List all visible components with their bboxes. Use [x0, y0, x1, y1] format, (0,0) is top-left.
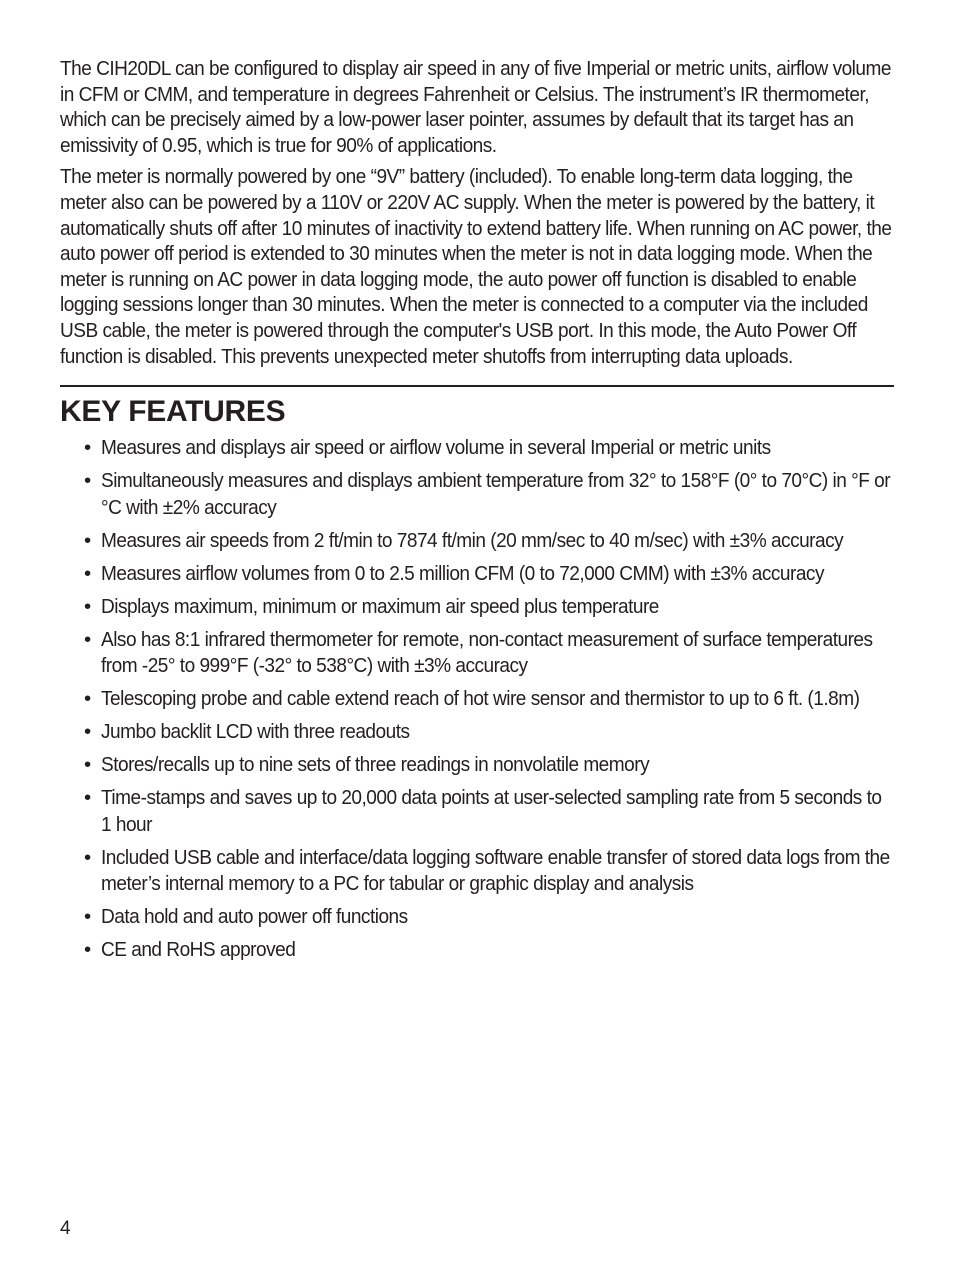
- manual-page: [60, 56, 894, 970]
- bullet-icon: •: [84, 905, 91, 929]
- bullet-icon: •: [84, 687, 91, 711]
- list-item: [60, 528, 894, 555]
- list-item-text: Measures and displays air speed or airflow volume in several Imperial or metric units: [101, 436, 771, 460]
- bullet-icon: •: [84, 720, 91, 744]
- list-item-text: Data hold and auto power off functions: [101, 905, 408, 929]
- list-item-text: Included USB cable and interface/data logging software enable transfer of stored data logs from the meter’s internal memory to a PC for tabular or graphic display and analysis: [101, 845, 890, 896]
- bullet-icon: •: [84, 469, 91, 493]
- section-heading: KEY FEATURES: [60, 395, 286, 429]
- bullet-icon: •: [84, 753, 91, 777]
- bullet-icon: •: [84, 845, 91, 869]
- list-item-text: Measures air speeds from 2 ft/min to 7874 ft/min (20 mm/sec to 40 m/sec) with ±3% accuracy: [101, 528, 844, 552]
- list-item-text: Simultaneously measures and displays ambient temperature from 32° to 158°F (0° to 70°C) in °F or °C with ±2% accuracy: [101, 469, 891, 519]
- list-item: [60, 627, 894, 680]
- page-number: 4: [60, 1218, 71, 1239]
- list-item: [60, 719, 894, 746]
- bullet-icon: •: [84, 528, 91, 552]
- list-item: [60, 752, 894, 779]
- list-item-text: Telescoping probe and cable extend reach of hot wire sensor and thermistor to up to 6 ft. (1.8m): [101, 687, 860, 711]
- list-item-text: CE and RoHS approved: [101, 938, 296, 962]
- bullet-icon: •: [84, 627, 91, 651]
- section-divider: [60, 385, 894, 387]
- bullet-icon: •: [84, 786, 91, 810]
- list-item-text: Displays maximum, minimum or maximum air speed plus temperature: [101, 594, 659, 618]
- bullet-icon: •: [84, 561, 91, 585]
- list-item: [60, 686, 894, 713]
- bullet-icon: •: [84, 594, 91, 618]
- list-item-text: Also has 8:1 infrared thermometer for remote, non-contact measurement of surface temperatures from -25° to 999°F (-32° to 538°C) with ±3% accuracy: [101, 627, 873, 678]
- list-item: [60, 594, 894, 621]
- list-item: [60, 904, 894, 931]
- bullet-icon: •: [84, 436, 91, 460]
- list-item: [60, 845, 894, 898]
- intro-paragraph: The CIH20DL can be configured to display air speed in any of five Imperial or metric units, airflow volume in CFM or CMM, and temperature in degrees Fahrenheit or Celsius. The instrument’s IR thermometer, which can be precisely aimed by a low-power laser pointer, assumes by default that its target has an emissivity of 0.95, which is true for 90% of applications.: [60, 57, 891, 157]
- list-item-text: Measures airflow volumes from 0 to 2.5 million CFM (0 to 72,000 CMM) with ±3% accuracy: [101, 561, 824, 585]
- power-paragraph: The meter is normally powered by one “9V” battery (included). To enable long-term data logging, the meter also can be powered by a 110V or 220V AC supply. When the meter is powered by the battery, it automatically shuts off after 10 minutes of inactivity to extend battery life. When running on AC power, the auto power off period is extended to 30 minutes when the meter is not in data logging mode. When the meter is running on AC power in data logging mode, the auto power off function is disabled to enable logging sessions longer than 30 minutes. When the meter is connected to a computer via the included USB cable, the meter is powered through the computer's USB port. In this mode, the Auto Power Off function is disabled. This prevents unexpected meter shutoffs from interrupting data uploads.: [60, 165, 892, 368]
- list-item-text: Jumbo backlit LCD with three readouts: [101, 720, 410, 744]
- list-item-text: Stores/recalls up to nine sets of three readings in nonvolatile memory: [101, 753, 650, 777]
- bullet-icon: •: [84, 938, 91, 962]
- list-item: [60, 937, 894, 964]
- list-item: [60, 561, 894, 588]
- list-item: [60, 435, 894, 462]
- list-item: [60, 785, 894, 838]
- list-item: [60, 468, 894, 521]
- features-list: [60, 435, 894, 964]
- list-item-text: Time-stamps and saves up to 20,000 data points at user-selected sampling rate from 5 seconds to 1 hour: [101, 786, 882, 836]
